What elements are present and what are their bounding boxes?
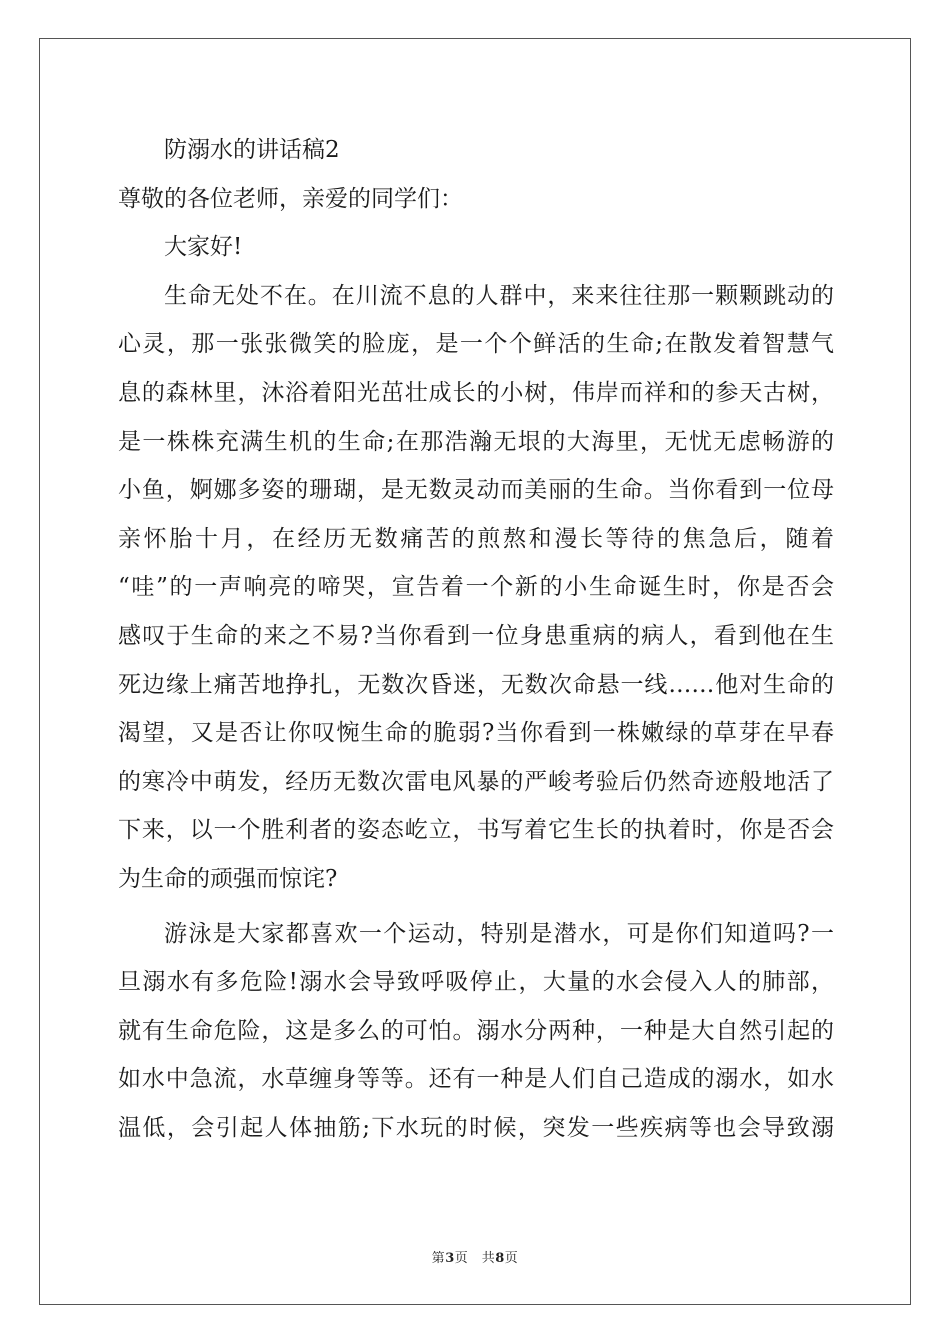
paragraph-line: 如水中急流，水草缠身等等。还有一种是人们自己造成的溺水，如水 [118,1066,834,1093]
footer-suffix: 页 [504,1251,519,1266]
page-footer [0,1247,950,1266]
paragraph-line: 游泳是大家都喜欢一个运动，特别是潜水，可是你们知道吗?一 [164,920,834,947]
paragraph-line: 渴望，又是否让你叹惋生命的脆弱?当你看到一株嫩绿的草芽在早春 [118,720,834,747]
paragraph-line: 息的森林里，沐浴着阳光茁壮成长的小树，伟岸而祥和的参天古树， [118,379,834,406]
paragraph-line: 就有生命危险，这是多么的可怕。溺水分两种，一种是大自然引起的 [118,1017,834,1044]
paragraph-line: “哇”的一声响亮的啼哭，宣告着一个新的小生命诞生时，你是否会 [118,574,834,601]
footer-total-pages: 8 [495,1251,505,1266]
paragraph-line: 的寒冷中萌发，经历无数次雷电风暴的严峻考验后仍然奇迹般地活了 [118,768,834,795]
paragraph-line: 亲怀胎十月，在经历无数痛苦的煎熬和漫长等待的焦急后，随着 [118,525,834,552]
paragraph-line: 下来，以一个胜利者的姿态屹立，书写着它生长的执着时，你是否会 [118,817,834,844]
footer-prefix: 第 [431,1251,446,1266]
paragraph-line: 感叹于生命的来之不易?当你看到一位身患重病的病人，看到他在生 [118,622,834,649]
salutation: 尊敬的各位老师，亲爱的同学们： [118,185,463,212]
paragraph-line: 死边缘上痛苦地挣扎，无数次昏迷，无数次命悬一线……他对生命的 [118,671,834,698]
paragraph-line: 小鱼，婀娜多姿的珊瑚，是无数灵动而美丽的生命。当你看到一位母 [118,477,834,504]
paragraph-line: 为生命的顽强而惊诧? [118,865,338,892]
paragraph-2 [118,910,834,1153]
paragraph-line: 旦溺水有多危险!溺水会导致呼吸停止，大量的水会侵入人的肺部， [118,969,834,996]
paragraph-line: 生命无处不在。在川流不息的人群中，来来往往那一颗颗跳动的 [164,282,834,309]
paragraph-line: 心灵，那一张张微笑的脸庞，是一个个鲜活的生命;在散发着智慧气 [118,331,834,358]
document-heading: 防溺水的讲话稿2 [164,137,340,163]
document-body [118,126,834,1152]
paragraph-line: 温低，会引起人体抽筋;下水玩的时候，突发一些疾病等也会导致溺 [118,1114,834,1141]
footer-page-number: 3 [445,1251,455,1266]
greeting: 大家好! [164,234,243,261]
paragraph-1 [118,272,834,904]
footer-mid: 页 共 [454,1251,496,1266]
paragraph-line: 是一株株充满生机的生命;在那浩瀚无垠的大海里，无忧无虑畅游的 [118,428,834,455]
